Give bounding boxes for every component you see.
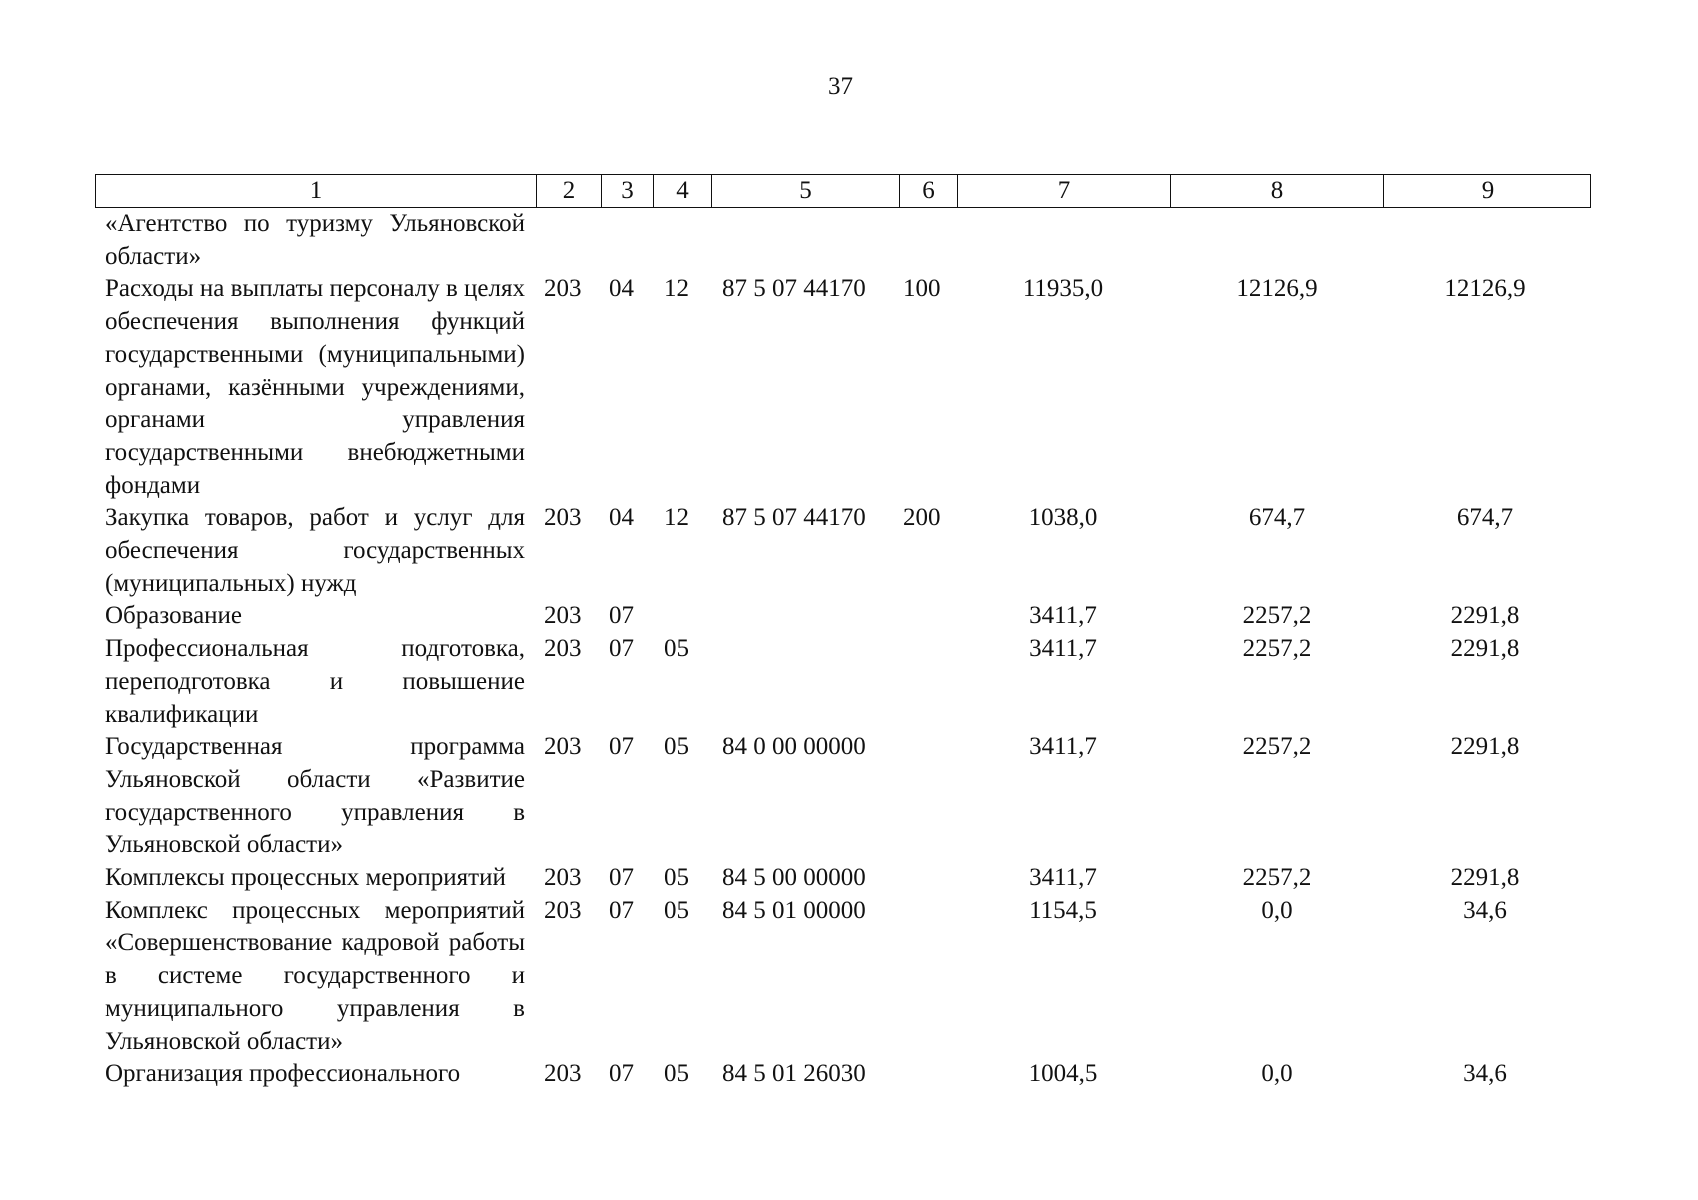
table-row	[0, 600, 1698, 633]
row-name: Расходы на выплаты персоналу в целях обеспечения выполнения функций государственными (муниципальными) органами, казёнными учреждениями, органами управления государственными внебюджетными фондами	[105, 275, 525, 499]
header-col-2: 2	[536, 175, 601, 207]
cell-col-7: 3411,7	[1029, 635, 1097, 663]
cell-col-7: 3411,7	[1029, 864, 1097, 892]
cell-col-9: 2291,8	[1450, 635, 1520, 663]
row-name: Организация профессионального	[105, 1060, 461, 1088]
row-name: «Агентство по туризму Ульяновской области»	[105, 210, 525, 270]
cell-col-7: 1004,5	[1028, 1060, 1098, 1088]
row-name: Образование	[105, 602, 243, 630]
cell-col-4: 12	[664, 275, 689, 303]
row-name: Комплексы процессных мероприятий	[105, 864, 506, 892]
cell-col-2: 203	[544, 733, 582, 761]
cell-col-9: 34,6	[1463, 896, 1507, 924]
cell-col-8: 12126,9	[1236, 275, 1318, 303]
table-row	[0, 502, 1698, 600]
header-col-9: 9	[1383, 175, 1592, 207]
cell-col-2: 203	[544, 896, 582, 924]
cell-col-3: 04	[609, 504, 634, 532]
cell-col-5: 84 5 01 26030	[722, 1060, 866, 1088]
table-row	[0, 731, 1698, 862]
row-name: Государственная программа Ульяновской области «Развитие государственного управления в Ульяновской области»	[105, 733, 525, 859]
cell-col-5: 87 5 07 44170	[722, 504, 866, 532]
cell-col-6: 100	[903, 275, 941, 303]
cell-col-9: 2291,8	[1450, 602, 1520, 630]
cell-col-2: 203	[544, 1060, 582, 1088]
cell-col-4: 05	[664, 733, 689, 761]
table-row	[0, 1058, 1698, 1091]
cell-col-4: 05	[664, 1060, 689, 1088]
table-row	[0, 862, 1698, 895]
header-col-8: 8	[1170, 175, 1383, 207]
header-col-4: 4	[653, 175, 711, 207]
cell-col-3: 07	[609, 602, 634, 630]
table-row	[0, 208, 1698, 273]
cell-col-5: 87 5 07 44170	[722, 275, 866, 303]
cell-col-9: 34,6	[1463, 1060, 1507, 1088]
cell-col-4: 05	[664, 896, 689, 924]
header-col-7: 7	[957, 175, 1170, 207]
cell-col-9: 12126,9	[1444, 275, 1526, 303]
cell-col-3: 07	[609, 635, 634, 663]
cell-col-8: 674,7	[1248, 504, 1306, 532]
cell-col-8: 2257,2	[1242, 733, 1312, 761]
header-col-6: 6	[899, 175, 957, 207]
row-name: Комплекс процессных мероприятий «Совершенствование кадровой работы в системе государственного и муниципального управления в Ульяновской области»	[105, 896, 525, 1055]
cell-col-8: 0,0	[1261, 896, 1293, 924]
cell-col-4: 05	[664, 635, 689, 663]
cell-col-3: 07	[609, 1060, 634, 1088]
cell-col-7: 3411,7	[1029, 733, 1097, 761]
cell-col-3: 04	[609, 275, 634, 303]
cell-col-7: 11935,0	[1022, 275, 1104, 303]
cell-col-8: 2257,2	[1242, 635, 1312, 663]
cell-col-8: 0,0	[1261, 1060, 1293, 1088]
cell-col-2: 203	[544, 504, 582, 532]
table-row	[0, 633, 1698, 731]
header-col-5: 5	[711, 175, 899, 207]
cell-col-5: 84 0 00 00000	[722, 733, 866, 761]
cell-col-4: 05	[664, 864, 689, 892]
cell-col-2: 203	[544, 635, 582, 663]
row-name: Закупка товаров, работ и услуг для обеспечения государственных (муниципальных) нужд	[105, 504, 525, 597]
cell-col-3: 07	[609, 733, 634, 761]
cell-col-5: 84 5 01 00000	[722, 896, 866, 924]
table-row	[0, 273, 1698, 502]
header-col-3: 3	[601, 175, 653, 207]
cell-col-5: 84 5 00 00000	[722, 864, 866, 892]
table-header	[95, 174, 1591, 208]
cell-col-3: 07	[609, 896, 634, 924]
cell-col-6: 200	[903, 504, 941, 532]
cell-col-4: 12	[664, 504, 689, 532]
cell-col-7: 3411,7	[1029, 602, 1097, 630]
cell-col-8: 2257,2	[1242, 602, 1312, 630]
cell-col-9: 2291,8	[1450, 733, 1520, 761]
cell-col-7: 1154,5	[1029, 896, 1097, 924]
table-body	[0, 208, 1698, 1091]
cell-col-9: 674,7	[1456, 504, 1514, 532]
cell-col-2: 203	[544, 602, 582, 630]
row-name: Профессиональная подготовка, переподготовка и повышение квалификации	[105, 635, 525, 728]
table-row	[0, 895, 1698, 1059]
cell-col-3: 07	[609, 864, 634, 892]
cell-col-8: 2257,2	[1242, 864, 1312, 892]
cell-col-2: 203	[544, 275, 582, 303]
cell-col-9: 2291,8	[1450, 864, 1520, 892]
page-number: 37	[828, 73, 853, 100]
cell-col-7: 1038,0	[1028, 504, 1098, 532]
header-col-1: 1	[309, 177, 323, 204]
cell-col-2: 203	[544, 864, 582, 892]
